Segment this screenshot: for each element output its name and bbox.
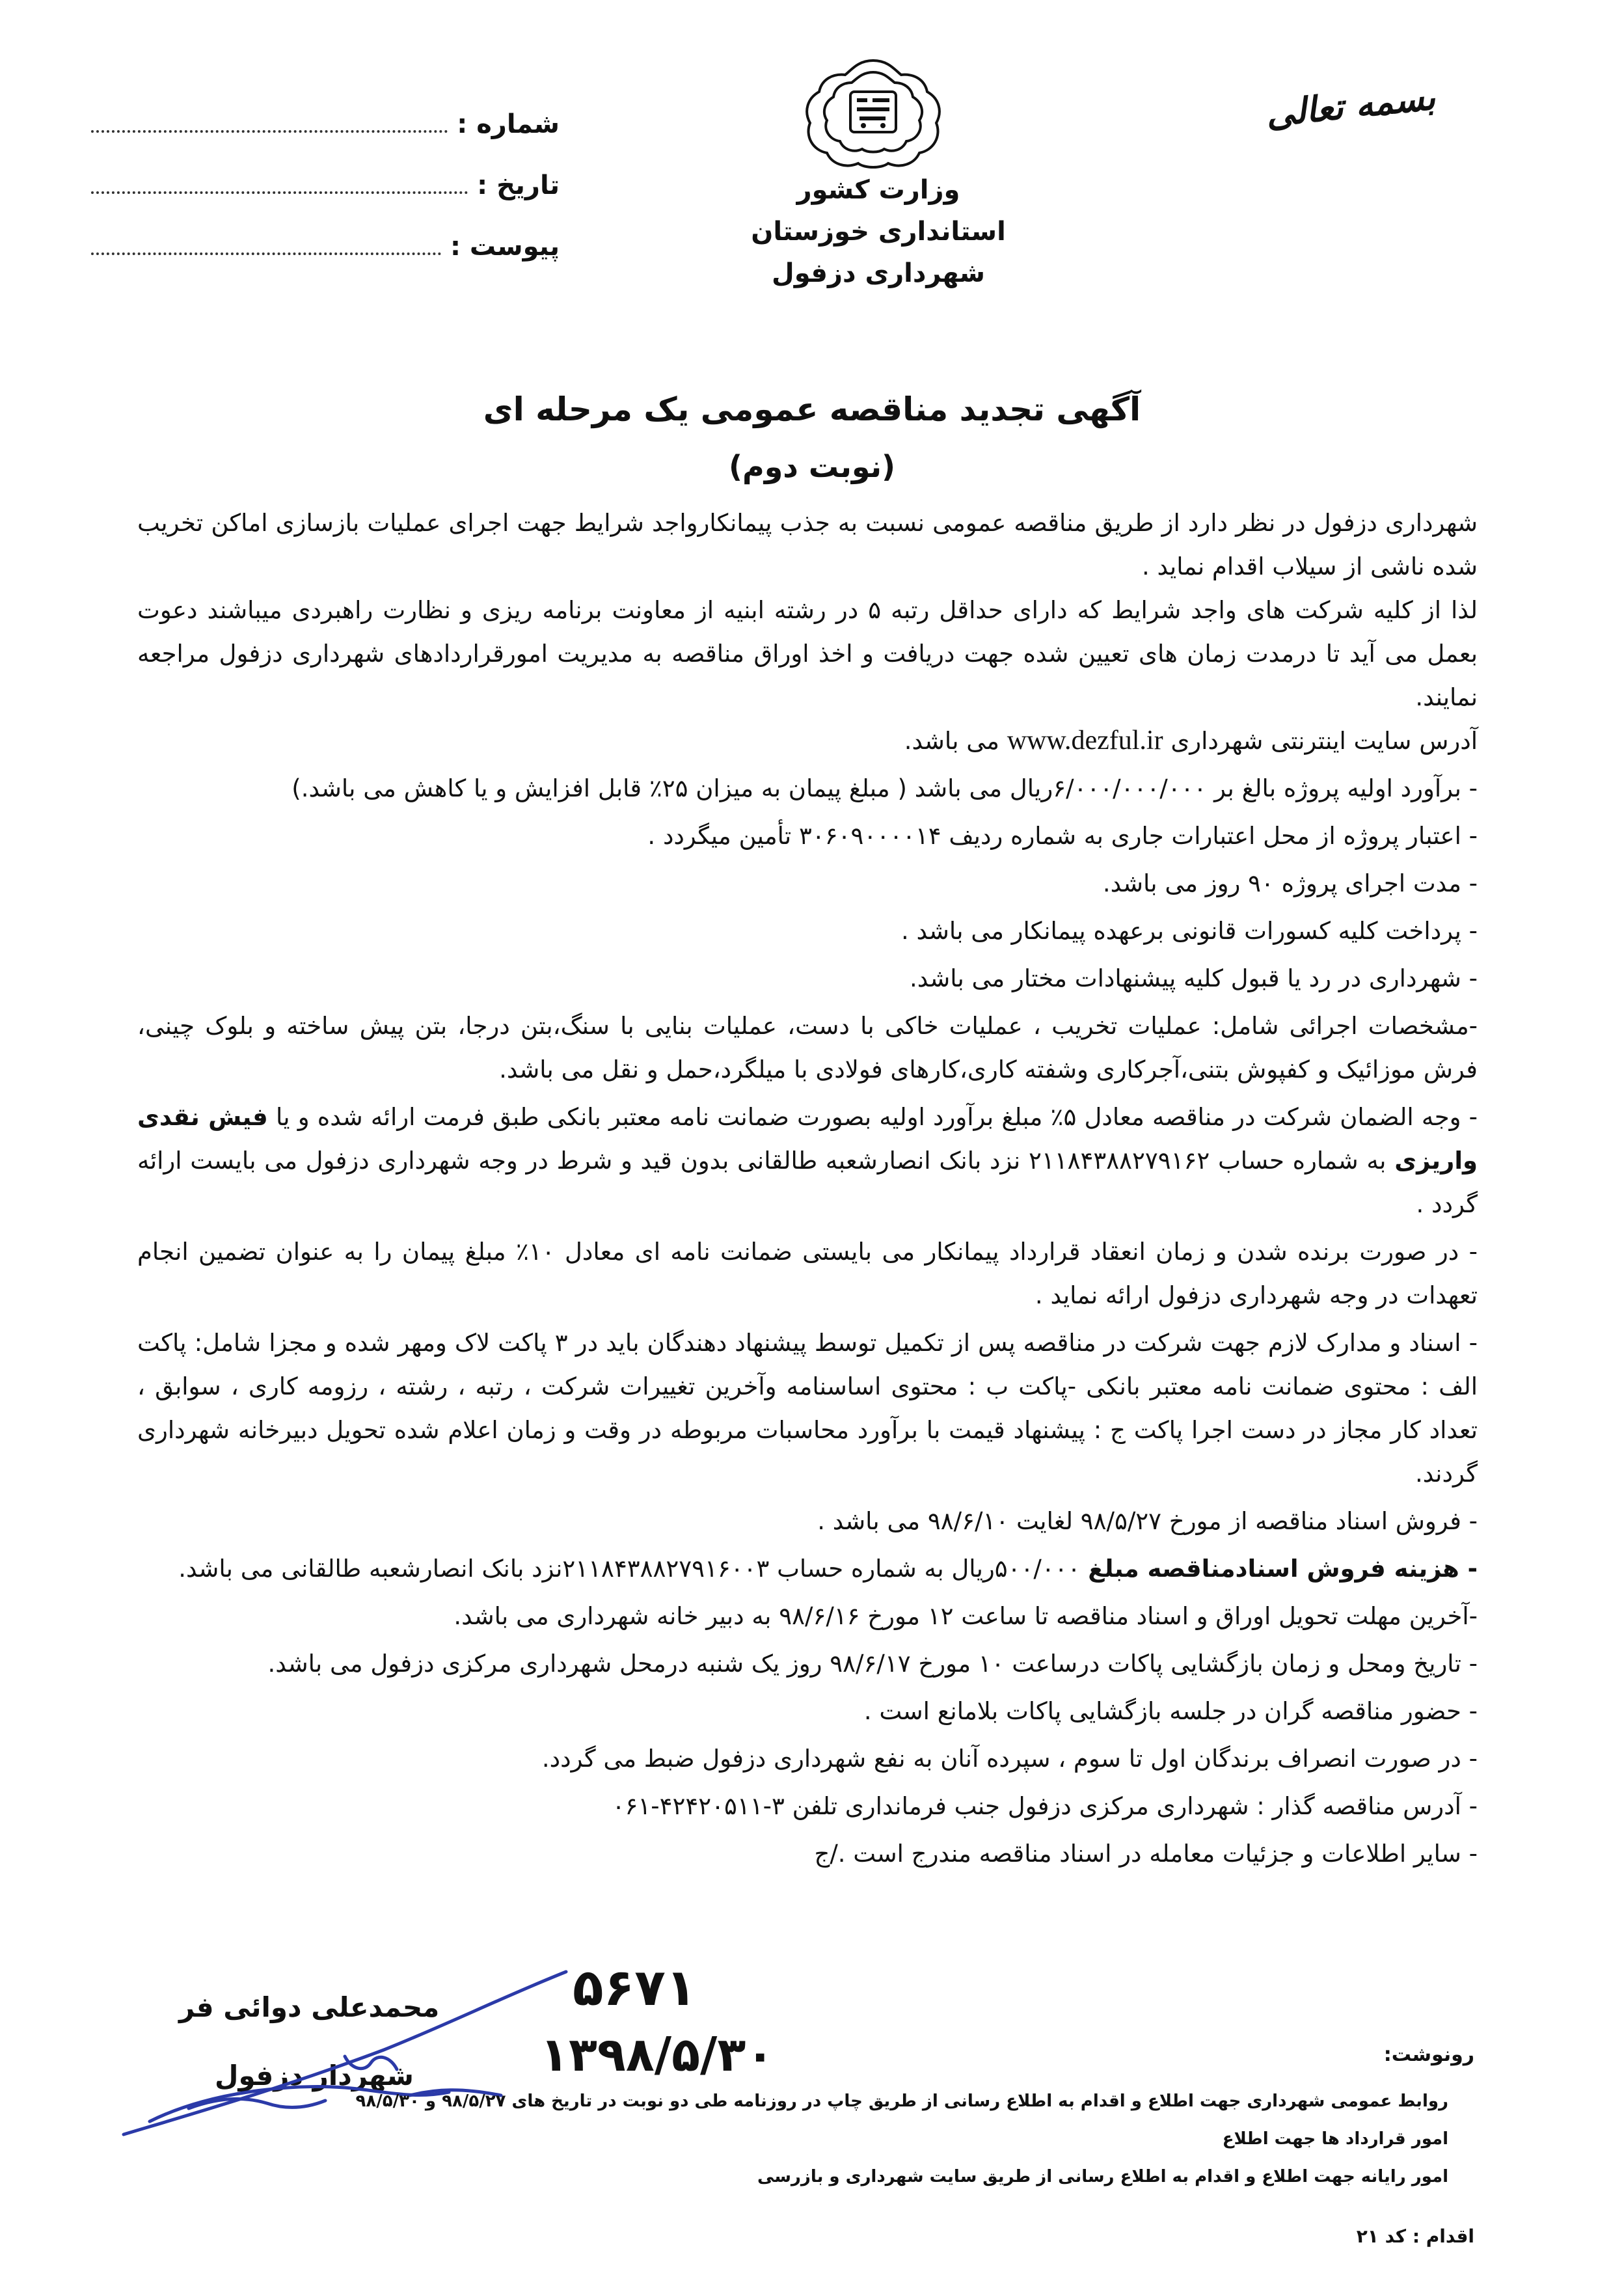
- clause-sale-period: - فروش اسناد مناقصه از مورخ ۹۸/۵/۲۷ لغایت ۹۸/۶/۱۰ می باشد .: [817, 1507, 1478, 1535]
- registration-number-stamp: ۵۶۷۱: [573, 1959, 697, 2017]
- clause-attendance: - حضور مناقصه گران در جلسه بازگشایی پاکات بلامانع است .: [863, 1697, 1478, 1725]
- clause-performance-bond: - در صورت برنده شدن و زمان انعقاد قرارداد پیمانکار می بایستی ضمانت نامه ای معادل ۱۰٪ مبلغ پیمان را به عنوان تضمین انجام تعهدات در وجه شهرداری دزفول ارائه نماید .: [137, 1238, 1478, 1309]
- clause-other-info: - سایر اطلاعات و جزئیات معامله در اسناد مناقصه مندرج است ./ج: [814, 1840, 1478, 1868]
- date-dotted-line: [91, 176, 468, 194]
- clause-rights: - شهرداری در رد یا قبول کلیه پیشنهادات مختار می باشد.: [910, 964, 1478, 992]
- cc-item-public-relations: روابط عمومی شهرداری جهت اطلاع و اقدام به اطلاع رسانی از طریق چاپ در روزنامه طی دو نوبت در تاریخ های ۹۸/۵/۲۷ و ۹۸/۵/۳۰: [355, 2091, 1448, 2111]
- clause-deductions: - پرداخت کلیه کسورات قانونی برعهده پیمانکار می باشد .: [900, 917, 1478, 945]
- cc-list: [212, 2082, 1448, 2196]
- org-line-ministry: وزارت کشور: [796, 175, 960, 205]
- signatory-role: شهردار دزفول: [215, 2060, 414, 2091]
- deposit-bold-term: فیش نقدی واریزی: [137, 1103, 1478, 1175]
- notice-title: آگهی تجدید مناقصه عمومی یک مرحله ای: [483, 390, 1141, 428]
- clause-estimate: - برآورد اولیه پروژه بالغ بر ۶/۰۰۰/۰۰۰/۰۰۰ریال می باشد ( مبلغ پیمان به میزان ۲۵٪ قابل افزایش و یا کاهش می باشد.): [291, 774, 1478, 802]
- website-label: آدرس سایت اینترنتی شهرداری: [1171, 727, 1478, 755]
- website-suffix: می باشد.: [904, 727, 999, 755]
- clause-withdrawal: - در صورت انصراف برندگان اول تا سوم ، سپرده آنان به نفع شهرداری دزفول ضبط می گردد.: [541, 1745, 1478, 1773]
- organization-block: [677, 169, 1080, 294]
- website-url: www.dezful.ir: [1007, 726, 1163, 756]
- notice-body: [137, 501, 1478, 1875]
- header-meta: [91, 78, 560, 262]
- deposit-text-1: - وجه الضمان شرکت در مناقصه معادل ۵٪ مبلغ برآورد اولیه بصورت ضمانت نامه معتبر بانکی طبق فرمت ارائه شده و یا: [275, 1103, 1478, 1131]
- invite-paragraph: لذا از کلیه شرکت های واجد شرایط که دارای حداقل رتبه ۵ در رشته ابنیه از معاونت برنامه ریزی و نظارت راهبردی میباشند دعوت بعمل می آید تا درمدت زمان های تعیین شده جهت دریافت و اخذ اوراق مناقصه به مدیریت امورقراردادهای شهرداری دزفول مراجعه نمایند.: [137, 596, 1478, 711]
- clause-budget: - اعتبار پروژه از محل اعتبارات جاری به شماره ردیف ۳۰۶۰۹۰۰۰۰۱۴ تأمین میگردد .: [647, 822, 1478, 850]
- clause-specifications: -مشخصات اجرائی شامل: عملیات تخریب ، عملیات خاکی با دست، عملیات بنایی با سنگ،بتن درجا، بتن پیش ساخته و بلوک چینی، فرش موزائیک و کفپوش بتنی،آجرکاری وشفته کاری،کارهای فولادی با میلگرد،حمل و نقل می باشد.: [137, 1012, 1478, 1083]
- bismillah-heading: بسمه تعالی: [1264, 75, 1437, 135]
- signatory-name: محمدعلی دوائی فر: [179, 1991, 440, 2023]
- org-line-province: استانداری خوزستان: [751, 217, 1006, 247]
- attachment-row: [91, 200, 560, 262]
- notice-subtitle: (نوبت دوم): [728, 449, 896, 484]
- clause-deposit: [137, 1095, 1478, 1226]
- fee-text: ۵۰۰/۰۰۰ریال به شماره حساب ۲۱۱۸۴۳۸۸۲۷۹۱۶۰۰۳نزد بانک انصارشعبه طالقانی می باشد.: [178, 1555, 1081, 1583]
- intro-paragraph: شهرداری دزفول در نظر دارد از طریق مناقصه عمومی نسبت به جذب پیمانکارواجد شرایط جهت اجرای عملیات بازسازی اماکن تخریب شده ناشی از سیلاب اقدام نماید .: [137, 509, 1478, 580]
- date-label: تاریخ :: [477, 170, 560, 200]
- cc-item-it: امور رایانه جهت اطلاع و اقدام به اطلاع رسانی از طریق سایت شهرداری و بازرسی: [757, 2167, 1448, 2186]
- clause-address: - آدرس مناقصه گذار : شهرداری مرکزی دزفول جنب فرمانداری تلفن ۳-۴۲۴۲۰۵۱۱-۰۶۱: [612, 1792, 1478, 1820]
- registration-date-stamp: ۱۳۹۸/۵/۳۰: [540, 2027, 775, 2082]
- website-line: [137, 719, 1478, 763]
- number-row: [91, 78, 560, 139]
- dezful-municipality-emblem-icon: [797, 55, 950, 169]
- number-dotted-line: [91, 115, 448, 133]
- clause-opening: - تاریخ ومحل و زمان بازگشایی پاکات درساعت ۱۰ مورخ ۹۸/۶/۱۷ روز یک شنبه درمحل شهرداری مرکزی دزفول می باشد.: [267, 1650, 1478, 1678]
- attachment-label: پیوست :: [450, 232, 560, 262]
- date-row: [91, 139, 560, 200]
- clause-envelopes: - اسناد و مدارک لازم جهت شرکت در مناقصه پس از تکمیل توسط پیشنهاد دهندگان باید در ۳ پاکت لاک ومهر شده و مجزا شامل: پاکت الف : محتوی ضمانت نامه معتبر بانکی -پاکت ب : محتوی اساسنامه وآخرین تغییرات شرکت ، رتبه ، رشته ، رزومه کاری ، سوابق ، تعداد کار مجاز در دست اجرا پاکت ج : پیشنهاد قیمت با برآورد محاسبات مربوطه در وقت و زمان اعلام شده تحویل دبیرخانه شهرداری گردند.: [137, 1329, 1478, 1488]
- clause-duration: - مدت اجرای پروژه ۹۰ روز می باشد.: [1102, 869, 1478, 897]
- number-label: شماره :: [457, 109, 560, 139]
- clause-deadline: -آخرین مهلت تحویل اوراق و اسناد مناقصه تا ساعت ۱۲ مورخ ۹۸/۶/۱۶ به دبیر خانه شهرداری می باشد.: [453, 1602, 1478, 1630]
- deposit-text-2: به شماره حساب ۲۱۱۸۴۳۸۸۲۷۹۱۶۲ نزد بانک انصارشعبه طالقانی بدون قید و شرط در وجه شهرداری دزفول می بایست ارائه گردد .: [137, 1147, 1478, 1218]
- fee-bold-term: - هزینه فروش اسنادمناقصه مبلغ: [1088, 1555, 1478, 1583]
- org-line-municipality: شهرداری دزفول: [771, 258, 985, 288]
- clause-fee: [137, 1547, 1478, 1590]
- attachment-dotted-line: [91, 237, 441, 255]
- action-code: اقدام : کد ۲۱: [1356, 2226, 1474, 2247]
- cc-title: رونوشت:: [1383, 2043, 1474, 2066]
- cc-item-contracts: امور قرارداد ها جهت اطلاع: [1222, 2129, 1448, 2149]
